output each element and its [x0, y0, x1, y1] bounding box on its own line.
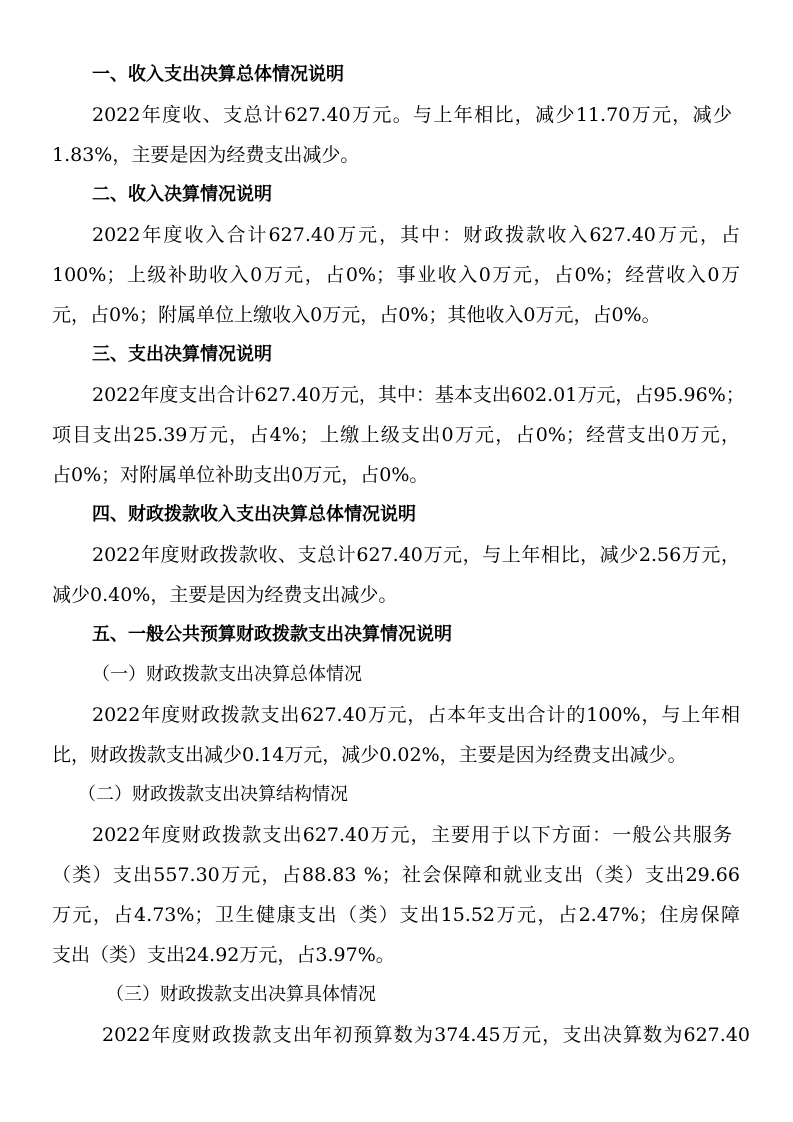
- paragraph-line: 项目支出25.39万元，占4%；上缴上级支出0万元，占0%；经营支出0万元，: [52, 424, 740, 446]
- paragraph-line: 减少0.40%，主要是因为经费支出减少。: [52, 584, 398, 606]
- section-heading-2: 二、收入决算情况说明: [92, 184, 272, 205]
- paragraph-line: 2022年度收、支总计627.40万元。与上年相比，减少11.70万元，减少: [92, 104, 732, 126]
- paragraph-line: （类）支出557.30万元，占88.83 %；社会保障和就业支出（类）支出29.66: [52, 864, 740, 886]
- paragraph-line: 万元，占4.73%；卫生健康支出（类）支出15.52万元，占2.47%；住房保障: [52, 904, 740, 926]
- paragraph-line: 2022年度财政拨款支出627.40万元，占本年支出合计的100%，与上年相: [92, 704, 740, 726]
- section-heading-3: 三、支出决算情况说明: [92, 344, 272, 365]
- subsection-heading-2: （二）财政拨款支出决算结构情况: [78, 784, 348, 805]
- paragraph-line: 2022年度财政拨款支出627.40万元，主要用于以下方面：一般公共服务: [92, 824, 732, 846]
- section-heading-4: 四、财政拨款收入支出决算总体情况说明: [92, 504, 416, 525]
- section-heading-5: 五、一般公共预算财政拨款支出决算情况说明: [92, 624, 452, 645]
- paragraph-line: 元，占0%；附属单位上缴收入0万元，占0%；其他收入0万元，占0%。: [52, 304, 661, 326]
- paragraph-line: 1.83%，主要是因为经费支出减少。: [52, 144, 360, 166]
- paragraph-line: 2022年度支出合计627.40万元，其中：基本支出602.01万元，占95.96%；: [92, 384, 745, 406]
- section-heading-1: 一、收入支出决算总体情况说明: [92, 64, 344, 85]
- paragraph-line: 2022年度收入合计627.40万元，其中：财政拨款收入627.40万元，占: [92, 224, 740, 246]
- paragraph-line: 支出（类）支出24.92万元，占3.97%。: [52, 944, 395, 966]
- subsection-heading-1: （一）财政拨款支出决算总体情况: [92, 664, 362, 685]
- paragraph-line: 比，财政拨款支出减少0.14万元，减少0.02%，主要是因为经费支出减少。: [52, 744, 687, 766]
- subsection-heading-3: （三）财政拨款支出决算具体情况: [106, 984, 376, 1005]
- paragraph-line: 占0%；对附属单位补助支出0万元，占0%。: [52, 464, 429, 486]
- paragraph-line: 2022年度财政拨款支出年初预算数为374.45万元，支出决算数为627.40: [102, 1024, 750, 1046]
- paragraph-line: 100%；上级补助收入0万元，占0%；事业收入0万元，占0%；经营收入0万: [52, 264, 740, 286]
- paragraph-line: 2022年度财政拨款收、支总计627.40万元，与上年相比，减少2.56万元，: [92, 544, 740, 566]
